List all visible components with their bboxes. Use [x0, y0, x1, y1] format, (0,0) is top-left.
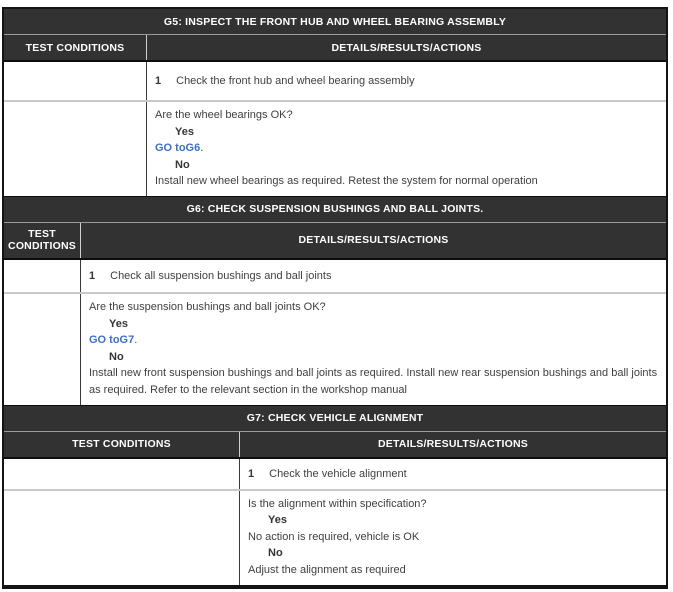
results-cell	[240, 491, 666, 585]
table-row	[4, 102, 666, 196]
step-number: 1	[155, 75, 162, 87]
section-g7-title: G7: CHECK VEHICLE ALIGNMENT	[4, 406, 666, 432]
test-conditions-cell-empty	[4, 459, 240, 489]
yes-label: Yes	[268, 514, 287, 527]
table-row	[4, 62, 666, 102]
table-row	[4, 491, 666, 585]
table-row	[4, 260, 666, 294]
yes-action-text: No action is required, vehicle is OK	[248, 530, 420, 543]
test-conditions-cell-empty	[4, 491, 240, 585]
yes-action-line	[155, 140, 658, 157]
step-text: Check the vehicle alignment	[269, 467, 407, 480]
no-action-text: Install new front suspension bushings and ball joints as required. Install new rear suspension bushings and ball joints as required. Refer to the relevant section in the workshop manual	[89, 367, 658, 396]
section-g6-title: G6: CHECK SUSPENSION BUSHINGS AND BALL JOINTS.	[4, 197, 666, 223]
section-g5-title: G5: INSPECT THE FRONT HUB AND WHEEL BEARING ASSEMBLY	[4, 9, 666, 35]
details-results-actions-header: DETAILS/RESULTS/ACTIONS	[331, 41, 482, 54]
step-number: 1	[248, 467, 255, 480]
test-conditions-header: TEST CONDITIONS	[4, 223, 81, 258]
step-text: Check the front hub and wheel bearing assembly	[176, 75, 415, 87]
question-text: Is the alignment within specification?	[248, 497, 427, 510]
question-text: Are the suspension bushings and ball joints OK?	[89, 300, 326, 313]
details-results-actions-header: DETAILS/RESULTS/ACTIONS	[377, 438, 529, 451]
link-suffix: .	[134, 334, 138, 347]
test-conditions-cell-empty	[4, 102, 147, 196]
section-g5	[4, 9, 666, 196]
test-conditions-cell-empty	[4, 62, 147, 100]
section-g6	[4, 196, 666, 405]
link-suffix: .	[200, 142, 204, 155]
no-action-text: Adjust the alignment as required	[248, 563, 406, 576]
section-g6-column-headers	[4, 223, 666, 260]
no-label: No	[109, 350, 124, 363]
section-g7	[4, 405, 666, 585]
go-to-g7-link[interactable]: GO toG7	[89, 334, 135, 347]
step-cell	[240, 459, 666, 489]
go-to-g6-link[interactable]: GO toG6	[155, 142, 201, 155]
yes-label: Yes	[175, 125, 194, 138]
step-text: Check all suspension bushings and ball joints	[110, 269, 332, 282]
results-cell	[147, 102, 666, 196]
test-conditions-header: TEST CONDITIONS	[4, 432, 240, 457]
diagnostic-procedure-table	[2, 7, 668, 589]
step-number: 1	[89, 269, 96, 282]
test-conditions-cell-empty	[4, 294, 81, 405]
yes-label: Yes	[109, 317, 128, 330]
question-text: Are the wheel bearings OK?	[155, 109, 293, 121]
step-cell	[81, 260, 666, 292]
step-cell	[147, 62, 666, 100]
yes-action-line	[89, 332, 658, 349]
no-label: No	[268, 547, 283, 560]
section-g7-column-headers	[4, 432, 666, 459]
section-g5-column-headers	[4, 35, 666, 62]
results-cell	[81, 294, 666, 405]
test-conditions-cell-empty	[4, 260, 81, 292]
no-action-text: Install new wheel bearings as required. Retest the system for normal operation	[155, 175, 538, 188]
table-row	[4, 294, 666, 405]
no-label: No	[175, 158, 190, 171]
test-conditions-header: TEST CONDITIONS	[4, 35, 147, 60]
table-row	[4, 459, 666, 491]
details-results-actions-header: DETAILS/RESULTS/ACTIONS	[298, 234, 449, 247]
